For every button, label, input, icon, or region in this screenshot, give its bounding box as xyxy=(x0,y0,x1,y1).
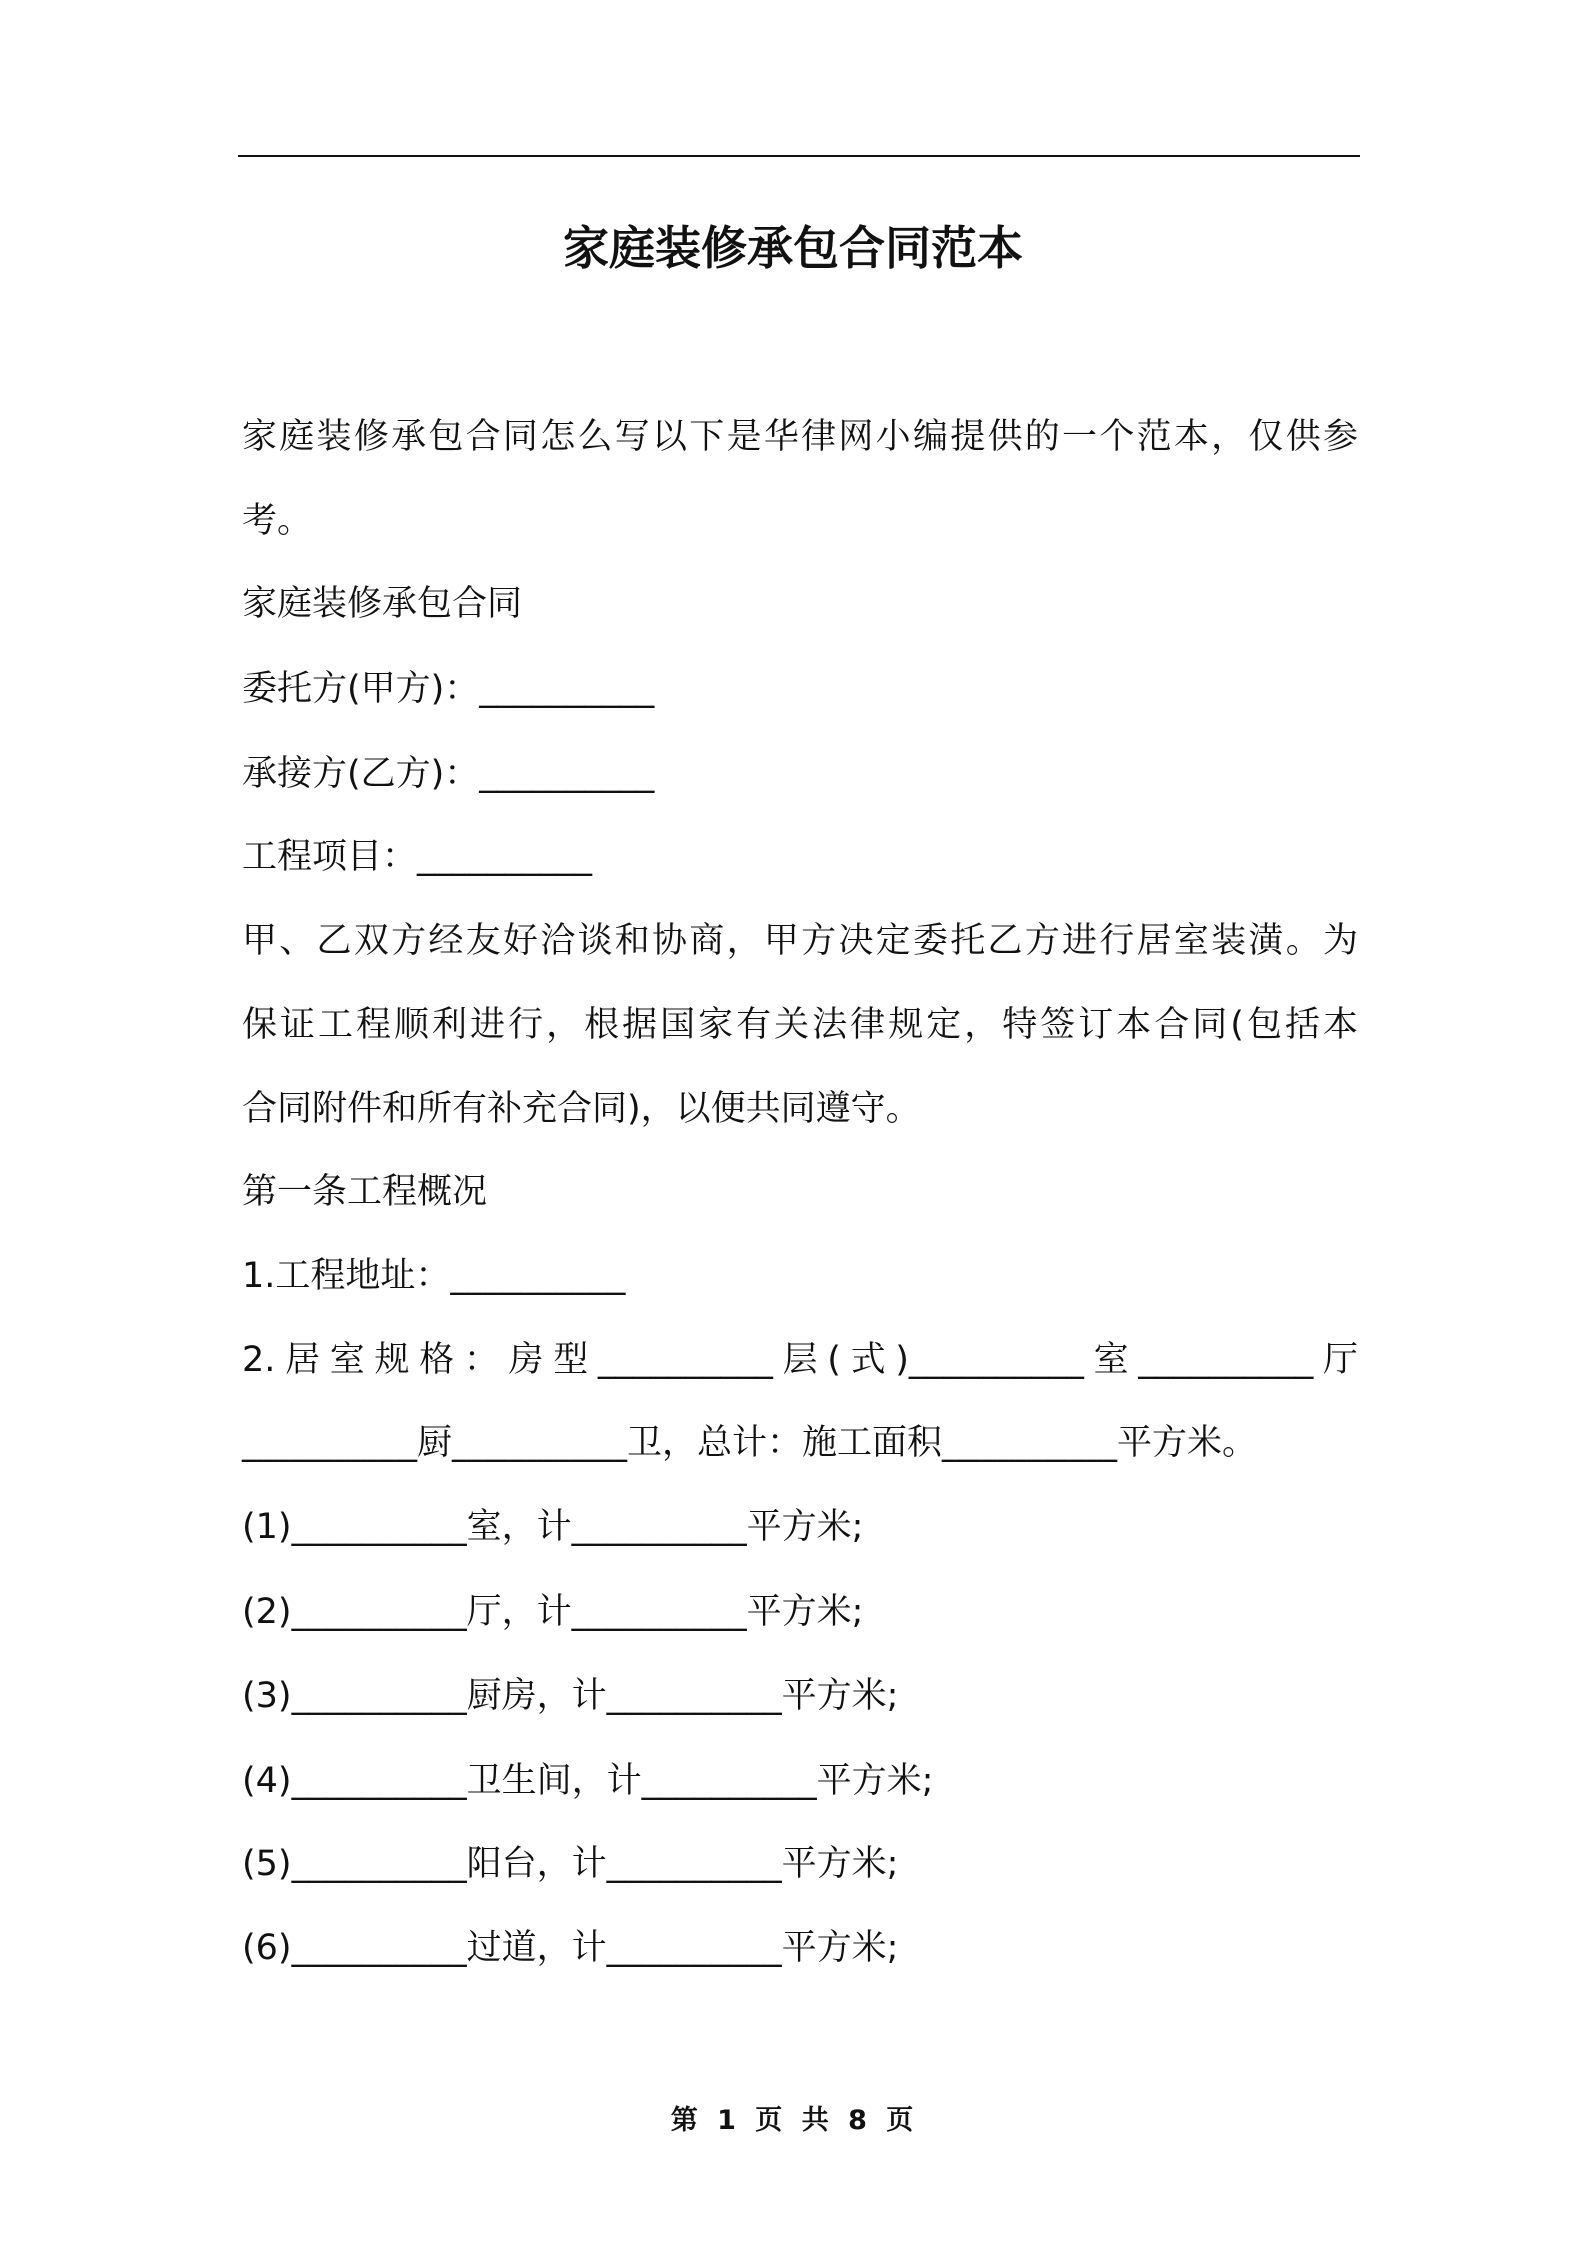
room-item-3: (3)__________厨房，计__________平方米; xyxy=(242,1676,899,1716)
party-a-field: 委托方(甲方)：__________ xyxy=(242,669,655,709)
intro-line-2: 考。 xyxy=(242,501,313,541)
article-1-heading: 第一条工程概况 xyxy=(242,1172,488,1212)
room-spec-line-2: __________厨__________卫，总计：施工面积__________平方米。 xyxy=(242,1423,1258,1463)
room-item-6: (6)__________过道，计__________平方米; xyxy=(242,1928,899,1968)
room-item-2: (2)__________厅，计__________平方米; xyxy=(242,1592,864,1632)
address-field: 1.工程地址：__________ xyxy=(242,1256,626,1296)
party-b-field: 承接方(乙方)：__________ xyxy=(242,754,655,794)
room-spec-line-1: 2.居室规格：房型__________层(式)__________室__________厅 xyxy=(242,1340,1358,1380)
header-rule xyxy=(238,155,1360,157)
intro-line-1: 家庭装修承包合同怎么写以下是华律网小编提供的一个范本，仅供参 xyxy=(242,417,1358,457)
page-number: 第 1 页 共 8 页 xyxy=(670,2105,916,2136)
room-item-4: (4)__________卫生间，计__________平方米; xyxy=(242,1761,934,1801)
project-field: 工程项目：__________ xyxy=(242,837,593,877)
room-item-5: (5)__________阳台，计__________平方米; xyxy=(242,1844,899,1884)
room-item-1: (1)__________室，计__________平方米; xyxy=(242,1507,864,1547)
contract-heading: 家庭装修承包合同 xyxy=(242,584,523,624)
preamble-line-3: 合同附件和所有补充合同)，以便共同遵守。 xyxy=(242,1089,921,1129)
preamble-line-1: 甲、乙双方经友好洽谈和协商，甲方决定委托乙方进行居室装潢。为 xyxy=(242,921,1358,961)
preamble-line-2: 保证工程顺利进行，根据国家有关法律规定，特签订本合同(包括本 xyxy=(242,1005,1358,1045)
document-title: 家庭装修承包合同范本 xyxy=(563,221,1023,275)
